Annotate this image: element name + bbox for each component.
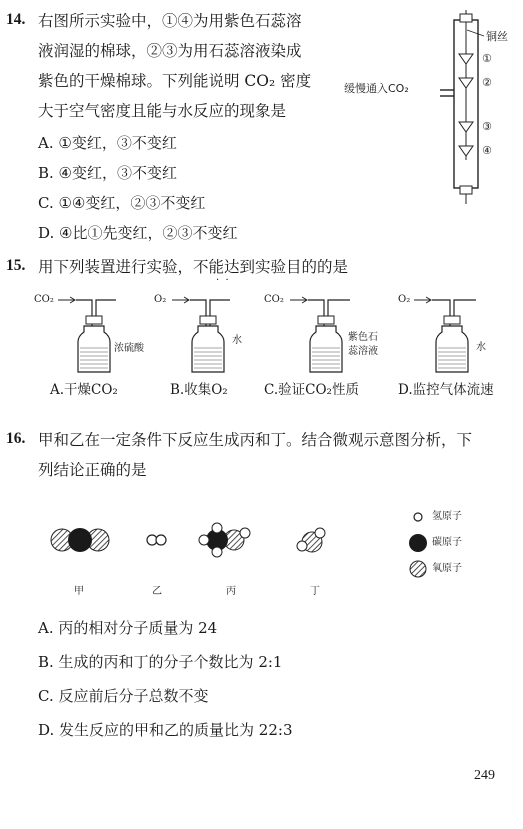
q14-number: 14. [6,11,26,28]
cotton-ball-4 [459,146,473,156]
device-a-caption: A.干燥CO₂ [50,382,118,398]
device-d-bottle [392,292,520,376]
molecule-label-ding: 丁 [310,586,320,597]
page-number: 249 [474,768,495,783]
inlet-label: 缓慢通入CO₂ [344,82,409,95]
ball-label-2: ② [482,76,492,89]
device-a [32,292,152,402]
device-d-gas: O₂ [398,294,411,305]
legend-hydrogen-label: 氢原子 [432,511,462,522]
legend-swatches [404,507,434,587]
q14-tube-figure [340,10,520,210]
legend-hydrogen-swatch [414,513,422,521]
q14-line-1: 右图所示实验中，①④为用紫色石蕊溶 [38,12,302,30]
ball-label-3: ③ [482,120,492,133]
device-c [262,292,392,402]
device-d [392,292,520,402]
q14-option-c: C. ①④变红，②③不变红 [38,194,206,212]
device-d-liquid: 水 [476,342,486,353]
legend-oxygen-swatch [410,561,426,577]
q16-option-c: C. 反应前后分子总数不变 [38,687,209,705]
device-a-bottle [32,292,152,376]
emphasis-dots: · · [216,275,229,286]
molecule-ding [297,528,325,552]
legend-carbon-label: 碳原子 [432,537,462,548]
q16-option-a: A. 丙的相对分子质量为 24 [38,619,218,637]
device-a-gas: CO₂ [34,294,54,305]
q14-line-2: 液润湿的棉球，②③为用石蕊溶液染成 [38,42,302,60]
device-b-bottle [152,292,262,376]
q16-option-d: D. 发生反应的甲和乙的质量比为 22:3 [38,721,293,739]
device-b-gas: O₂ [154,294,167,305]
ball-label-1: ① [482,52,492,65]
molecule-yi [147,535,166,545]
q15-stem: 用下列装置进行实验，不能达到实验目的的是 [38,258,349,276]
molecule-label-jia: 甲 [74,586,84,597]
wire-label: 铜丝 [486,30,508,43]
q14-line-3: 紫色的干燥棉球。下列能说明 CO₂ 密度 [38,72,312,90]
device-d-caption: D.监控气体流速 [398,382,494,398]
device-b-liquid: 水 [232,335,242,346]
device-c-liquid-line-2: 蕊溶液 [348,346,378,357]
atom-legend [404,507,514,587]
cotton-ball-2 [459,78,473,88]
q14-line-4: 大于空气密度且能与水反应的现象是 [38,102,287,120]
q14-option-d: D. ④比①先变红，②③不变红 [38,224,238,242]
device-c-liquid-line-1: 紫色石 [348,332,378,343]
device-c-gas: CO₂ [264,294,284,305]
device-a-liquid: 浓硫酸 [114,343,144,354]
molecule-label-yi: 乙 [152,586,162,597]
legend-oxygen-label: 氧原子 [432,563,462,574]
q14-option-b: B. ④变红，③不变红 [38,164,178,182]
ball-label-4: ④ [482,144,492,157]
q16-line-1: 甲和乙在一定条件下反应生成丙和丁。结合微观示意图分析，下 [38,431,473,449]
q14-option-a: A. ①变红，③不变红 [38,134,177,152]
molecule-bing [199,523,250,557]
q16-line-2: 列结论正确的是 [38,461,147,479]
cotton-ball-3 [459,122,473,132]
q15-number: 15. [6,257,26,274]
q16-option-b: B. 生成的丙和丁的分子个数比为 2:1 [38,653,283,671]
cotton-ball-1 [459,54,473,64]
device-b [152,292,262,402]
molecule-diagram [40,512,360,582]
molecule-jia [51,528,109,552]
q16-number: 16. [6,430,26,447]
device-b-caption: B.收集O₂ [170,382,228,398]
legend-carbon-swatch [409,534,427,552]
molecule-label-bing: 丙 [226,586,236,597]
device-c-caption: C.验证CO₂性质 [264,382,359,398]
